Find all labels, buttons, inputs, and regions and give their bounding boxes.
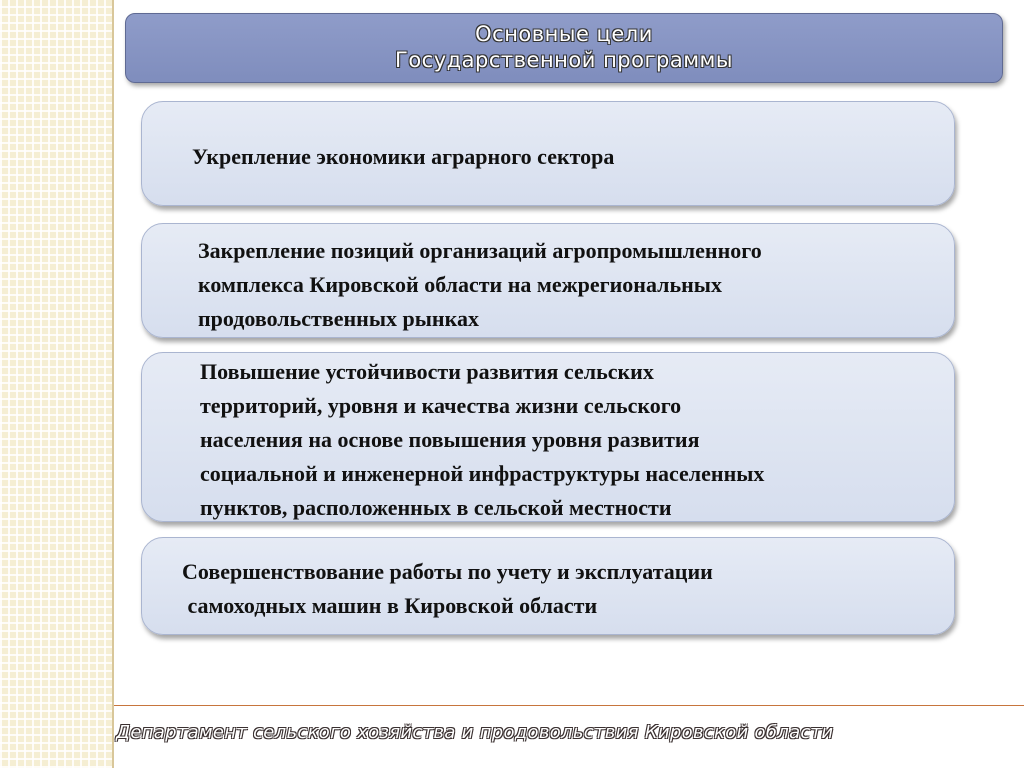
goal-text — [198, 234, 762, 336]
decorative-side-pattern — [0, 0, 112, 768]
title-line-2: Государственной программы — [395, 48, 733, 72]
goal-box-4 — [141, 537, 955, 635]
goal-line: территорий, уровня и качества жизни сельского — [200, 393, 682, 418]
goal-line: Повышение устойчивости развития сельских — [200, 359, 654, 384]
goal-box-1 — [141, 101, 955, 206]
goal-line: пунктов, расположенных в сельской местности — [200, 495, 672, 520]
goal-line: самоходных машин в Кировской области — [182, 593, 598, 618]
slide-title — [125, 13, 1003, 83]
goal-line: Закрепление позиций организаций агропромышленного — [198, 238, 762, 263]
title-line-1: Основные цели — [475, 22, 653, 46]
goal-line: комплекса Кировской области на межрегиональных — [198, 272, 722, 297]
goal-line: Укрепление экономики аграрного сектора — [192, 144, 615, 169]
side-divider — [112, 0, 114, 768]
goal-box-3 — [141, 352, 955, 522]
goal-box-2 — [141, 223, 955, 338]
goal-text — [200, 355, 764, 525]
goal-line: продовольственных рынках — [198, 306, 479, 331]
footer-divider — [114, 705, 1024, 706]
goal-line: Совершенствование работы по учету и эксплуатации — [182, 559, 713, 584]
goal-text — [182, 555, 713, 623]
goal-line: социальной и инженерной инфраструктуры населенных — [200, 461, 765, 486]
footer-department: Департамент сельского хозяйства и продовольствия Кировской области — [116, 722, 834, 743]
goal-line: населения на основе повышения уровня развития — [200, 427, 700, 452]
goal-text — [192, 140, 614, 174]
